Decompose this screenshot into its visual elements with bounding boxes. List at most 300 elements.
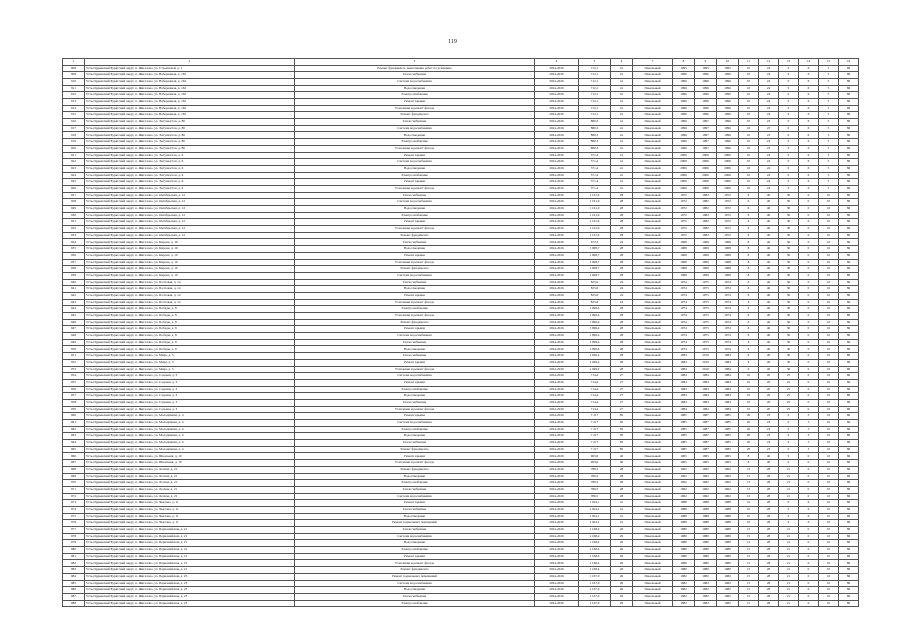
table-cell: 21 [779,466,799,473]
table-cell: 40 [759,232,779,239]
table-cell: 8 [739,259,759,266]
table-cell: 1985 [717,413,739,420]
table-cell: 1984 [717,366,739,373]
table-cell: 86 [839,506,859,513]
table-cell: 6 [799,145,819,152]
table-cell: 1982 [695,212,717,219]
table-cell: 1996 [673,92,695,99]
table-cell: 27 [611,373,633,380]
table-cell: 28 [611,473,633,480]
table-cell: 1996 [717,125,739,132]
table-cell: Теплоснабжение [295,192,535,199]
table-cell: 10 [819,219,839,226]
table-cell: 0 [779,172,799,179]
table-cell: 0 [799,399,819,406]
table-cell: 21 [779,580,799,587]
table-cell: 23 [759,145,779,152]
table-cell: 23 [759,446,779,453]
table-cell: 24 [611,286,633,293]
table-cell: 2024-2026 [535,159,579,166]
table-cell: 1984 [695,393,717,400]
table-cell: Теплоснабжение [295,353,535,360]
table-cell: 1962 [695,473,717,480]
table-cell: 28 [611,319,633,326]
table-cell: 6 [799,132,819,139]
table-row [63,132,859,139]
table-cell: 40 [759,206,779,213]
table-cell: 1984 [673,373,695,380]
table-cell: 6 [799,112,819,119]
table-cell: Теплоснабжение [295,399,535,406]
table-cell: 30 [779,192,799,199]
table-cell: Панельный [633,567,673,574]
table-cell: Усть-Ордынский Бурятский округ, п. Жигалово, ул. Октябрьская, д. 12 [85,226,295,233]
table-row [63,299,859,306]
table-cell: 1988 [717,506,739,513]
column-header: 10 [717,59,739,66]
table-cell: 1965 [717,453,739,460]
table-cell: 10 [819,440,839,447]
table-cell: 1984 [673,379,695,386]
table-cell: Электроснабжение [295,480,535,487]
table-cell: 6 [799,152,819,159]
table-cell: 30 [779,339,799,346]
table-row [63,379,859,386]
table-cell: 40 [759,306,779,313]
table-cell: 86 [839,152,859,159]
table-cell: 10 [739,500,759,507]
table-cell: Утепление и ремонт фасада [295,299,535,306]
table-cell: Панельный [633,99,673,106]
table-cell: 28 [611,326,633,333]
table-cell: 41 [611,139,633,146]
table-cell: 1974 [717,292,739,299]
table-cell: Электроснабжение [295,139,535,146]
table-cell: 86 [839,165,859,172]
table-cell: 0 [779,125,799,132]
table-cell: 30 [779,266,799,273]
table-cell: Панельный [633,453,673,460]
table-cell: 21 [779,567,799,574]
table-cell: Ремонт фундамента [295,266,535,273]
table-cell: Усть-Ордынский Бурятский округ, п. Жигалово, ул. Энтузиастов, д. 6 [85,185,295,192]
table-cell: 1984 [717,386,739,393]
table-cell: 1962 [673,473,695,480]
table-cell: Ремонт фундамента [295,232,535,239]
table-cell: 86 [839,359,859,366]
table-cell: 10 [819,493,839,500]
table-cell: 24 [759,159,779,166]
table-cell: 1985 [673,413,695,420]
table-cell: 30 [779,286,799,293]
table-cell: 786,5 [579,493,611,500]
table-cell: 1974 [673,319,695,326]
table-cell: 1962 [695,466,717,473]
table-cell: 1980 [695,567,717,574]
table-cell: 1996 [717,139,739,146]
table-cell: 3 [799,440,819,447]
table-cell: 28 [611,252,633,259]
table-cell: 10 [819,426,839,433]
table-cell: 1996 [717,145,739,152]
table-cell: 40 [759,219,779,226]
table-cell: 10 [739,513,759,520]
table-cell: 13 [739,480,759,487]
table-cell: 913 [63,99,85,106]
table-cell: Панельный [633,433,673,440]
table-cell: 86 [839,232,859,239]
table-cell: 10 [819,232,839,239]
table-cell: 23 [759,119,779,126]
table-cell: 1988 [695,500,717,507]
table-cell: 1972 [673,212,695,219]
table-row [63,386,859,393]
table-cell: 2024-2026 [535,446,579,453]
table-cell: Усть-Ордынский Бурятский округ, п. Жигалово, ул. Кирова, д. 10 [85,252,295,259]
table-row [63,139,859,146]
table-cell: Ремонт крыши [295,359,535,366]
table-cell: 2024-2026 [535,239,579,246]
table-cell: 86 [839,92,859,99]
table-cell: 915 [63,112,85,119]
column-header: 11 [739,59,759,66]
table-cell: 10 [819,333,839,340]
table-cell: Усть-Ордынский Бурятский округ, п. Жигалово, ул. Мира, д. 5 [85,353,295,360]
table-cell: 10 [739,99,759,106]
table-cell: 1965 [673,460,695,467]
table-cell: 1 161,9 [579,199,611,206]
table-cell: 28 [611,493,633,500]
table-cell: 0 [779,179,799,186]
table-cell: 30 [779,206,799,213]
table-cell: 2024-2026 [535,493,579,500]
table-cell: 26 [611,547,633,554]
table-cell: 10 [739,506,759,513]
table-cell: 0 [779,413,799,420]
table-cell: 10 [739,399,759,406]
table-cell: 10 [819,527,839,534]
table-cell: 10 [819,399,839,406]
table-cell: 1 161,9 [579,232,611,239]
table-cell: 0 [779,112,799,119]
table-cell: 0 [779,85,799,92]
table-cell: 1984 [717,353,739,360]
table-cell: 25 [779,406,799,413]
table-cell: 2024-2026 [535,547,579,554]
table-cell: 0 [799,239,819,246]
table-cell: Водоотведение [295,587,535,594]
table-cell: 27 [611,393,633,400]
table-cell: 1982 [717,593,739,600]
table-row [63,272,859,279]
table-cell: 20 [759,399,779,406]
table-cell: 712,1 [579,112,611,119]
table-cell: 969 [63,473,85,480]
table-cell: 6 [739,333,759,340]
table-cell: Панельный [633,500,673,507]
table-cell: 1974 [717,279,739,286]
table-cell: Усть-Ордынский Бурятский округ, п. Жигалово, ул. Почтовая, д. 14 [85,292,295,299]
table-cell: 86 [839,333,859,340]
table-cell: 1 167,0 [579,580,611,587]
table-cell: 24 [611,239,633,246]
table-cell: 2024-2026 [535,353,579,360]
table-cell: 1974 [673,286,695,293]
table-cell: 2024-2026 [535,152,579,159]
table-cell: 955 [63,379,85,386]
table-cell: Панельный [633,92,673,99]
table-cell: 0 [799,326,819,333]
table-cell: 933 [63,232,85,239]
table-cell: 40 [759,252,779,259]
table-cell: Панельный [633,506,673,513]
table-cell: Водоотведение [295,473,535,480]
table-cell: Усть-Ордынский Бурятский округ, п. Жигалово, ул. Садовая, д. 3 [85,386,295,393]
table-cell: 86 [839,145,859,152]
table-cell: 1969 [695,272,717,279]
table-cell: 40 [611,453,633,460]
table-cell: Система водоснабжения [295,199,535,206]
table-cell: Панельный [633,132,673,139]
table-cell: 10 [739,119,759,126]
table-cell: 26 [611,553,633,560]
table-cell: 10 [819,192,839,199]
table-row [63,119,859,126]
table-cell: Панельный [633,533,673,540]
column-header: 14 [799,59,819,66]
table-row [63,433,859,440]
table-cell: 7 217 [579,446,611,453]
table-cell: 1982 [673,593,695,600]
table-cell: 21 [779,593,799,600]
table-cell: 40 [759,359,779,366]
table-cell: 5 [819,72,839,79]
table-cell: 2010 [695,359,717,366]
table-cell: 24 [759,105,779,112]
table-cell: 1982 [673,580,695,587]
table-cell: 1 168,4 [579,547,611,554]
table-cell: 86 [839,272,859,279]
table-cell: 0 [799,493,819,500]
table-cell: 931 [63,219,85,226]
table-cell: 1985 [717,420,739,427]
table-cell: 1997 [695,139,717,146]
table-cell: 966 [63,453,85,460]
table-cell: Панельный [633,573,673,580]
table-cell: 2024-2026 [535,232,579,239]
table-cell: 0 [799,460,819,467]
table-cell: 1980 [717,567,739,574]
table-row [63,406,859,413]
table-cell: 1997 [695,132,717,139]
table-cell: Ремонт крыши [295,500,535,507]
table-cell: Теплоснабжение [295,279,535,286]
table-cell: Панельный [633,199,673,206]
table-cell: 28 [611,339,633,346]
table-cell: 20 [739,446,759,453]
table-row [63,65,859,72]
table-cell: Теплоснабжение [295,339,535,346]
table-cell: Система водоснабжения [295,580,535,587]
table-row [63,78,859,85]
table-cell: Ремонт подвальных помещений [295,573,535,580]
table-cell: Панельный [633,553,673,560]
table-cell: 6 [739,359,759,366]
table-cell: 24 [759,112,779,119]
table-cell: 21 [779,533,799,540]
table-cell: 41 [611,145,633,152]
table-cell: 40 [759,259,779,266]
table-cell: 10 [819,553,839,560]
table-row [63,567,859,574]
table-cell: 28 [611,226,633,233]
table-cell: 10 [819,306,839,313]
table-cell: 1996 [673,78,695,85]
table-cell: 1988 [695,520,717,527]
table-cell: 10 [739,179,759,186]
table-cell: 86 [839,179,859,186]
table-cell: 0 [779,420,799,427]
table-cell: 2024-2026 [535,99,579,106]
table-cell: 0 [799,593,819,600]
table-cell: Утепление и ремонт фасада [295,560,535,567]
table-row [63,266,859,273]
table-cell: 973 [63,500,85,507]
table-cell: 1987 [695,440,717,447]
table-cell: 571,4 [579,159,611,166]
table-row [63,346,859,353]
table-cell: 1974 [717,286,739,293]
table-cell: 0 [799,567,819,574]
table-cell: 1969 [695,252,717,259]
table-cell: Электроснабжение [295,386,535,393]
table-cell: 1968 [673,246,695,253]
table-cell: 2024-2026 [535,513,579,520]
table-cell: 1962 [695,486,717,493]
table-cell: 825,6 [579,286,611,293]
table-cell: 30 [779,359,799,366]
table-cell: 28 [611,466,633,473]
table-cell: 27 [611,406,633,413]
table-cell: 10 [739,406,759,413]
table-cell: 950 [63,346,85,353]
table-cell: 927 [63,192,85,199]
table-cell: 30 [779,279,799,286]
table-cell: 23 [759,420,779,427]
table-cell: 28 [611,313,633,320]
table-row [63,500,859,507]
table-cell: 10 [819,547,839,554]
table-cell: 10 [819,573,839,580]
table-cell: 961 [63,420,85,427]
table-cell: 1 024,1 [579,520,611,527]
table-cell: 2024-2026 [535,466,579,473]
table-cell: 40 [759,266,779,273]
table-cell: 880,3 [579,125,611,132]
table-row [63,252,859,259]
table-cell: 1985 [673,440,695,447]
table-cell: Усть-Ордынский Бурятский округ, п. Жигалово, ул. Набережная, д. 162 [85,112,295,119]
table-cell: 25 [779,373,799,380]
table-cell: 1962 [717,466,739,473]
table-cell: 2024-2026 [535,520,579,527]
table-cell: 0 [799,339,819,346]
table-cell: 20 [739,420,759,427]
table-cell: 2024-2026 [535,206,579,213]
table-cell: 1962 [717,473,739,480]
table-cell: 2024-2026 [535,333,579,340]
table-cell: 1996 [673,112,695,119]
table-cell: 28 [759,553,779,560]
table-cell: 1995 [717,65,739,72]
table-cell: 2024-2026 [535,179,579,186]
table-cell: Усть-Ордынский Бурятский округ, п. Жигалово, ул. Победы, д. 8 [85,346,295,353]
table-cell: Панельный [633,232,673,239]
table-cell: 10 [819,379,839,386]
table-cell: 6 [739,279,759,286]
table-cell: 28 [759,567,779,574]
table-cell: 41 [611,152,633,159]
table-cell: 20 [759,379,779,386]
table-cell: 5 [819,85,839,92]
table-cell: 1980 [717,527,739,534]
table-cell: 41 [611,125,633,132]
table-cell: 1974 [673,333,695,340]
table-cell: 86 [839,319,859,326]
table-cell: Усть-Ордынский Бурятский округ, п. Жигалово, ул. Чкалова, д. 11 [85,520,295,527]
table-cell: 1968 [717,239,739,246]
table-cell: 41 [611,506,633,513]
table-row [63,226,859,233]
table-cell: 1996 [717,78,739,85]
table-cell: Усть-Ордынский Бурятский округ, п. Жигалово, ул. Кирова, д. 10 [85,266,295,273]
table-cell: Утепление и ремонт фасада [295,226,535,233]
table-cell: 21 [779,486,799,493]
table-row [63,420,859,427]
table-row [63,520,859,527]
table-cell: 0 [799,587,819,594]
table-cell: 10 [819,513,839,520]
table-cell: 6 [739,212,759,219]
table-cell: 10 [819,199,839,206]
table-cell: 1 008,7 [579,246,611,253]
table-cell: 0 [799,306,819,313]
table-cell: 0 [779,105,799,112]
table-row [63,440,859,447]
table-cell: Водоотведение [295,286,535,293]
table-cell: 86 [839,366,859,373]
table-cell: 1 167,0 [579,587,611,594]
table-cell: 2024-2026 [535,453,579,460]
table-cell: 825,6 [579,299,611,306]
table-cell: 8 [739,266,759,273]
table-cell: 41 [611,72,633,79]
table-cell: 963,6 [579,460,611,467]
table-cell: 86 [839,420,859,427]
table-cell: 1984 [695,379,717,386]
table-row [63,92,859,99]
table-cell: 964 [63,440,85,447]
table-cell: 1987 [695,433,717,440]
table-cell: 41 [611,185,633,192]
table-row [63,179,859,186]
table-cell: 984 [63,573,85,580]
table-cell: 1985 [673,433,695,440]
table-cell: 30 [779,366,799,373]
table-cell: 27 [611,379,633,386]
table-cell: Система водоснабжения [295,373,535,380]
table-cell: 786,5 [579,486,611,493]
